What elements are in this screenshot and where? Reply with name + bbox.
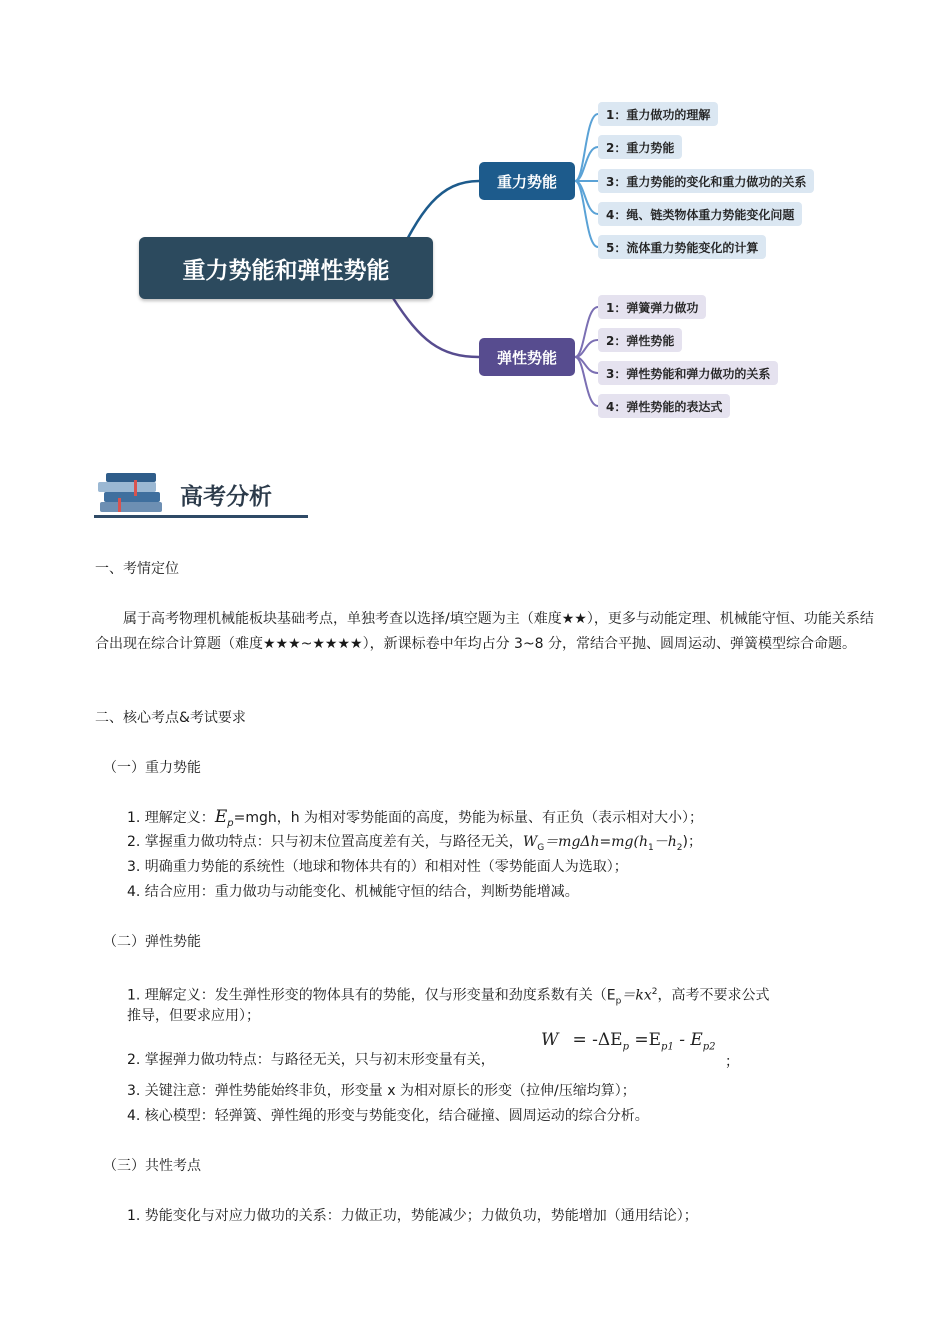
g3-item-1: 1. 势能变化与对应力做功的关系：力做正功，势能减少；力做负功，势能增加（通用结论）； — [127, 1208, 698, 1224]
mind-map-connectors — [0, 0, 950, 440]
leaf-gravity-5: 5：流体重力势能变化的计算 — [598, 235, 766, 259]
s2-title: 二、核心考点&考试要求 — [95, 710, 246, 726]
leaf-gravity-2: 2：重力势能 — [598, 135, 682, 159]
mind-map — [0, 0, 950, 440]
g2-title: （二）弹性势能 — [103, 934, 201, 950]
s1-paragraph: 属于高考物理机械能板块基础考点，单独考查以选择/填空题为主（难度★★），更多与动能定理、机械能守恒、功能关系结合出现在综合计算题（难度★★★~★★★★），新课标卷中年均占分 3~8 分，常结合平抛、圆周运动、弹簧模型综合命题。 — [95, 611, 874, 652]
g1-item-3: 3. 明确重力势能的系统性（地球和物体共有的）和相对性（零势能面人为选取）； — [127, 859, 628, 875]
g3-title: （三）共性考点 — [103, 1158, 201, 1174]
leaf-gravity-1: 1：重力做功的理解 — [598, 102, 718, 126]
g2-item-3: 3. 关键注意：弹性势能始终非负，形变量 x 为相对原长的形变（拉伸/压缩均算）； — [127, 1083, 636, 1099]
leaf-elastic-2: 2：弹性势能 — [598, 328, 682, 352]
elastic-work-formula: $W = -\Delta E_p =E_{p1} - E_{p2}$ — [541, 1030, 716, 1053]
g2-item-4: 4. 核心模型：轻弹簧、弹性绳的形变与势能变化，结合碰撞、圆周运动的综合分析。 — [127, 1108, 649, 1124]
g2-item-2-end: ； — [725, 1054, 739, 1070]
leaf-elastic-4: 4：弹性势能的表达式 — [598, 394, 730, 418]
leaf-gravity-4: 4：绳、链类物体重力势能变化问题 — [598, 202, 802, 226]
g1-item-4: 4. 结合应用：重力做功与动能变化、机械能守恒的结合，判断势能增减。 — [127, 884, 579, 900]
g1-title: （一）重力势能 — [103, 760, 201, 776]
section-header-title: 高考分析 — [180, 484, 272, 510]
g2-item-2: 2. 掌握弹力做功特点：与路径无关，只与初末形变量有关， — [127, 1052, 495, 1068]
leaf-elastic-3: 3：弹性势能和弹力做功的关系 — [598, 361, 778, 385]
section-header-underline — [94, 515, 308, 518]
leaf-gravity-3: 3：重力势能的变化和重力做功的关系 — [598, 169, 814, 193]
mind-map-root: 重力势能和弹性势能 — [139, 237, 433, 299]
s1-title: 一、考情定位 — [95, 561, 179, 577]
g1-item-2: 2. 掌握重力做功特点：只与初末位置高度差有关，与路径无关，$W_G=mg\Delta h=mg(h_1-h_2)$； — [127, 834, 702, 853]
g1-item-1: 1. 理解定义：$E_p=mgh$，h 为相对零势能面的高度，势能为标量、有正负（表示相对大小）； — [127, 807, 704, 829]
branch-gravity: 重力势能 — [479, 162, 575, 200]
g2-item-1a: 1. 理解定义：发生弹性形变的物体具有的势能，仅与形变量和劲度系数有关（$E_p=kx^2$，高考不要求公式 — [127, 987, 770, 1007]
leaf-elastic-1: 1：弹簧弹力做功 — [598, 295, 706, 319]
g2-item-1b: 推导，但要求应用）； — [127, 1008, 260, 1024]
branch-elastic: 弹性势能 — [479, 338, 575, 376]
